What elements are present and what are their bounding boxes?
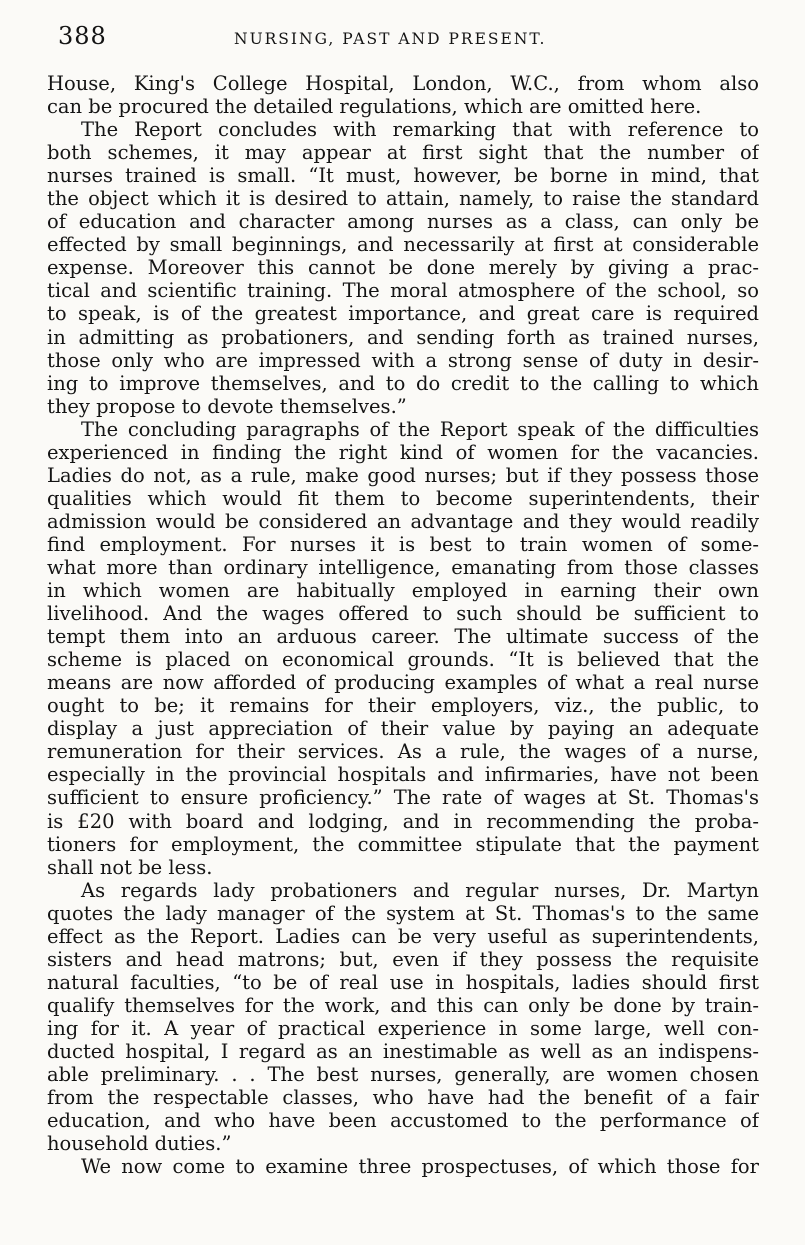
text-line: from the respectable classes, who have had the benefit of a fair [47,1086,759,1110]
text-line: they propose to devote themselves.” [47,394,407,418]
text-line: especially in the provincial hospitals and infirmaries, have not been [47,763,759,787]
text-line: sisters and head matrons; but, even if they possess the requisite [47,947,759,971]
text-line: those only who are impressed with a strong sense of duty in desir- [47,348,759,372]
text-line: able preliminary. . . The best nurses, generally, are women chosen [47,1063,759,1087]
text-line: The Report concludes with remarking that with reference to [81,118,759,142]
text-line: scheme is placed on economical grounds. “It is believed that the [47,648,759,672]
body-text [47,72,759,1178]
text-line: effected by small beginnings, and necessarily at first at considerable [47,233,759,257]
running-title: NURSING, PAST AND PRESENT. [234,30,547,48]
text-line: qualify themselves for the work, and this can only be done by train- [47,993,759,1017]
text-line: is £20 with board and lodging, and in recommending the proba- [47,809,759,833]
text-line: in admitting as probationers, and sending forth as trained nurses, [47,325,759,349]
text-line: ought to be; it remains for their employers, viz., the public, to [47,694,759,718]
text-line: tempt them into an arduous career. The ultimate success of the [47,625,759,649]
text-line: both schemes, it may appear at first sight that the number of [47,141,759,165]
text-line: remuneration for their services. As a rule, the wages of a nurse, [47,740,759,764]
text-line: expense. Moreover this cannot be done merely by giving a prac- [47,256,759,280]
page-header [58,22,758,56]
text-line: natural faculties, “to be of real use in hospitals, ladies should first [47,970,759,994]
text-line: means are now afforded of producing examples of what a real nurse [47,671,759,695]
text-line: shall not be less. [47,855,213,879]
text-line: ing to improve themselves, and to do credit to the calling to which [47,371,759,395]
text-line: education, and who have been accustomed to the performance of [47,1109,759,1133]
text-line: tioners for employment, the committee stipulate that the payment [47,832,759,856]
text-line: ducted hospital, I regard as an inestimable as well as an indispens- [47,1039,759,1063]
text-line: We now come to examine three prospectuses, of which those for [81,1155,759,1179]
text-line: what more than ordinary intelligence, emanating from those classes [47,555,759,579]
text-line: to speak, is of the greatest importance, and great care is required [47,302,759,326]
text-line: House, King's College Hospital, London, W.C., from whom also [47,72,759,95]
text-line: the object which it is desired to attain, namely, to raise the standard [47,187,759,211]
text-line: livelihood. And the wages offered to such should be sufficient to [47,602,759,626]
text-line: sufficient to ensure proficiency.” The rate of wages at St. Thomas's [47,786,759,810]
text-line: of education and character among nurses as a class, can only be [47,210,759,234]
text-line: in which women are habitually employed in earning their own [47,579,759,603]
text-line: experienced in finding the right kind of women for the vacancies. [47,440,759,464]
text-line: admission would be considered an advantage and they would readily [47,509,759,533]
text-line: household duties.” [47,1132,232,1156]
text-line: ing for it. A year of practical experience in some large, well con- [47,1016,759,1040]
text-line: find employment. For nurses it is best to train women of some- [47,532,759,556]
text-line: nurses trained is small. “It must, however, be borne in mind, that [47,164,759,188]
text-line: The concluding paragraphs of the Report speak of the difficulties [81,417,759,441]
text-line: quotes the lady manager of the system at St. Thomas's to the same [47,901,759,925]
page-number: 388 [58,22,107,50]
text-line: tical and scientific training. The moral atmosphere of the school, so [47,279,759,303]
text-line: qualities which would fit them to become superintendents, their [47,486,759,510]
text-line: Ladies do not, as a rule, make good nurses; but if they possess those [47,463,759,487]
text-line: display a just appreciation of their value by paying an adequate [47,717,759,741]
text-line: As regards lady probationers and regular nurses, Dr. Martyn [81,878,759,902]
text-line: effect as the Report. Ladies can be very useful as superintendents, [47,924,759,948]
text-line: can be procured the detailed regulations, which are omitted here. [47,95,702,119]
